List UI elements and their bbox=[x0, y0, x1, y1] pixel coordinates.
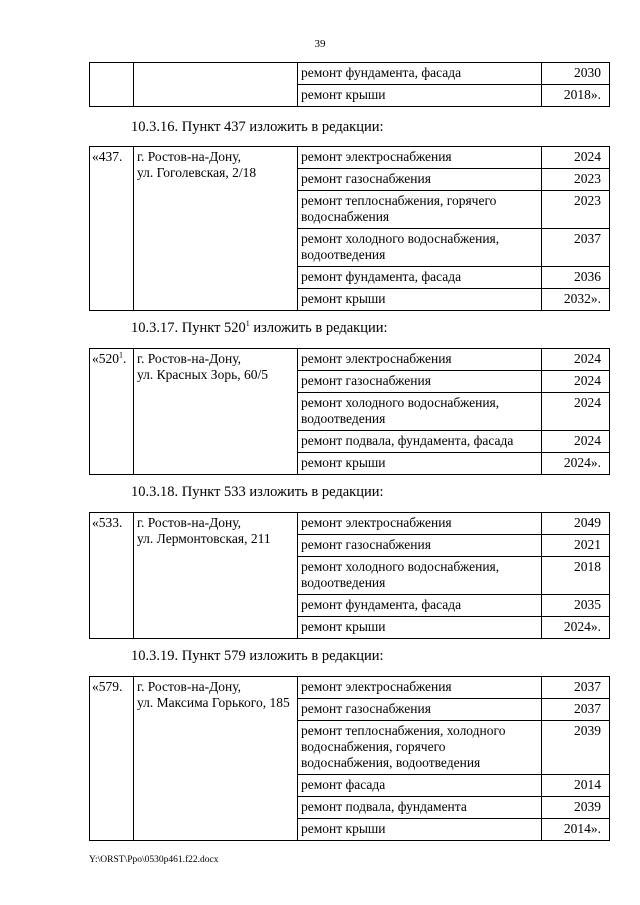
work-cell: ремонт газоснабжения bbox=[298, 535, 542, 557]
work-cell: ремонт фундамента, фасада bbox=[298, 267, 542, 289]
work-cell: ремонт крыши bbox=[298, 453, 542, 475]
table-row bbox=[90, 147, 610, 169]
year-cell: 2023 bbox=[542, 191, 610, 229]
work-cell: ремонт подвала, фундамента bbox=[298, 797, 542, 819]
work-cell: ремонт крыши bbox=[298, 819, 542, 841]
work-cell: ремонт холодного водоснабжения, водоотведения bbox=[298, 229, 542, 267]
year-cell: 2037 bbox=[542, 229, 610, 267]
address-cell bbox=[134, 513, 298, 639]
address-city: г. Ростов-на-Дону, bbox=[137, 515, 242, 530]
continuation-table bbox=[89, 62, 610, 107]
table-row bbox=[90, 677, 610, 699]
address-street: ул. Красных Зорь, 60/5 bbox=[137, 367, 268, 382]
year-cell: 2023 bbox=[542, 169, 610, 191]
work-cell: ремонт газоснабжения bbox=[298, 169, 542, 191]
work-cell: ремонт крыши bbox=[298, 289, 542, 311]
item-number-main: «520 bbox=[92, 351, 119, 366]
section-heading-533: 10.3.18. Пункт 533 изложить в редакции: bbox=[131, 484, 384, 500]
address-cell bbox=[134, 677, 298, 841]
section-heading-437: 10.3.16. Пункт 437 изложить в редакции: bbox=[131, 119, 384, 135]
heading-superscript: 1 bbox=[245, 319, 250, 329]
heading-text-end: изложить в редакции: bbox=[249, 320, 388, 336]
year-cell: 2035 bbox=[542, 595, 610, 617]
address-street: ул. Лермонтовская, 211 bbox=[137, 531, 271, 546]
item-number-dot: . bbox=[123, 351, 127, 366]
year-cell: 2032». bbox=[542, 289, 610, 311]
work-cell: ремонт фасада bbox=[298, 775, 542, 797]
address-cell bbox=[134, 147, 298, 311]
work-cell: ремонт электроснабжения bbox=[298, 513, 542, 535]
address-cell bbox=[134, 349, 298, 475]
work-cell: ремонт электроснабжения bbox=[298, 677, 542, 699]
table-579 bbox=[89, 676, 610, 841]
work-cell: ремонт фундамента, фасада bbox=[298, 595, 542, 617]
work-cell: ремонт электроснабжения bbox=[298, 147, 542, 169]
work-cell: ремонт электроснабжения bbox=[298, 349, 542, 371]
address-city: г. Ростов-на-Дону, bbox=[137, 679, 242, 694]
work-cell: ремонт холодного водоснабжения, водоотведения bbox=[298, 393, 542, 431]
work-cell: ремонт крыши bbox=[298, 85, 542, 107]
year-cell: 2014 bbox=[542, 775, 610, 797]
year-cell: 2049 bbox=[542, 513, 610, 535]
work-cell: ремонт теплоснабжения, холодного водоснабжения, горячего водоснабжения, водоотведения bbox=[298, 721, 542, 775]
page-number: 39 bbox=[314, 38, 326, 50]
address-street: ул. Максима Горького, 185 bbox=[137, 695, 290, 710]
year-cell: 2018 bbox=[542, 557, 610, 595]
address-cell bbox=[134, 63, 298, 107]
year-cell: 2030 bbox=[542, 63, 610, 85]
year-cell: 2021 bbox=[542, 535, 610, 557]
item-number-superscript: 1 bbox=[119, 350, 123, 360]
work-cell: ремонт газоснабжения bbox=[298, 699, 542, 721]
address-city: г. Ростов-на-Дону, bbox=[137, 351, 242, 366]
year-cell: 2024 bbox=[542, 371, 610, 393]
table-row bbox=[90, 349, 610, 371]
year-cell: 2024 bbox=[542, 349, 610, 371]
item-number bbox=[90, 349, 134, 475]
year-cell: 2024». bbox=[542, 453, 610, 475]
table-520-1 bbox=[89, 348, 610, 475]
item-number: «533. bbox=[90, 513, 134, 639]
item-number: «437. bbox=[90, 147, 134, 311]
work-cell: ремонт фундамента, фасада bbox=[298, 63, 542, 85]
year-cell: 2037 bbox=[542, 677, 610, 699]
item-number: «579. bbox=[90, 677, 134, 841]
section-heading-579: 10.3.19. Пункт 579 изложить в редакции: bbox=[131, 648, 384, 664]
year-cell: 2024 bbox=[542, 431, 610, 453]
year-cell: 2036 bbox=[542, 267, 610, 289]
file-path-footer: Y:\ORST\Ppo\0530p461.f22.docx bbox=[89, 855, 219, 865]
year-cell: 2039 bbox=[542, 797, 610, 819]
table-row bbox=[90, 513, 610, 535]
heading-text: 10.3.17. Пункт 520 bbox=[131, 320, 246, 336]
year-cell: 2024». bbox=[542, 617, 610, 639]
address-street: ул. Гоголевская, 2/18 bbox=[137, 165, 257, 180]
table-row bbox=[90, 63, 610, 85]
number-cell bbox=[90, 63, 134, 107]
work-cell: ремонт холодного водоснабжения, водоотведения bbox=[298, 557, 542, 595]
work-cell: ремонт газоснабжения bbox=[298, 371, 542, 393]
year-cell: 2024 bbox=[542, 393, 610, 431]
work-cell: ремонт крыши bbox=[298, 617, 542, 639]
section-heading-520-1 bbox=[131, 320, 388, 337]
table-533 bbox=[89, 512, 610, 639]
year-cell: 2024 bbox=[542, 147, 610, 169]
work-cell: ремонт теплоснабжения, горячего водоснабжения bbox=[298, 191, 542, 229]
work-cell: ремонт подвала, фундамента, фасада bbox=[298, 431, 542, 453]
year-cell: 2018». bbox=[542, 85, 610, 107]
year-cell: 2037 bbox=[542, 699, 610, 721]
year-cell: 2014». bbox=[542, 819, 610, 841]
year-cell: 2039 bbox=[542, 721, 610, 775]
table-437 bbox=[89, 146, 610, 311]
address-city: г. Ростов-на-Дону, bbox=[137, 149, 242, 164]
